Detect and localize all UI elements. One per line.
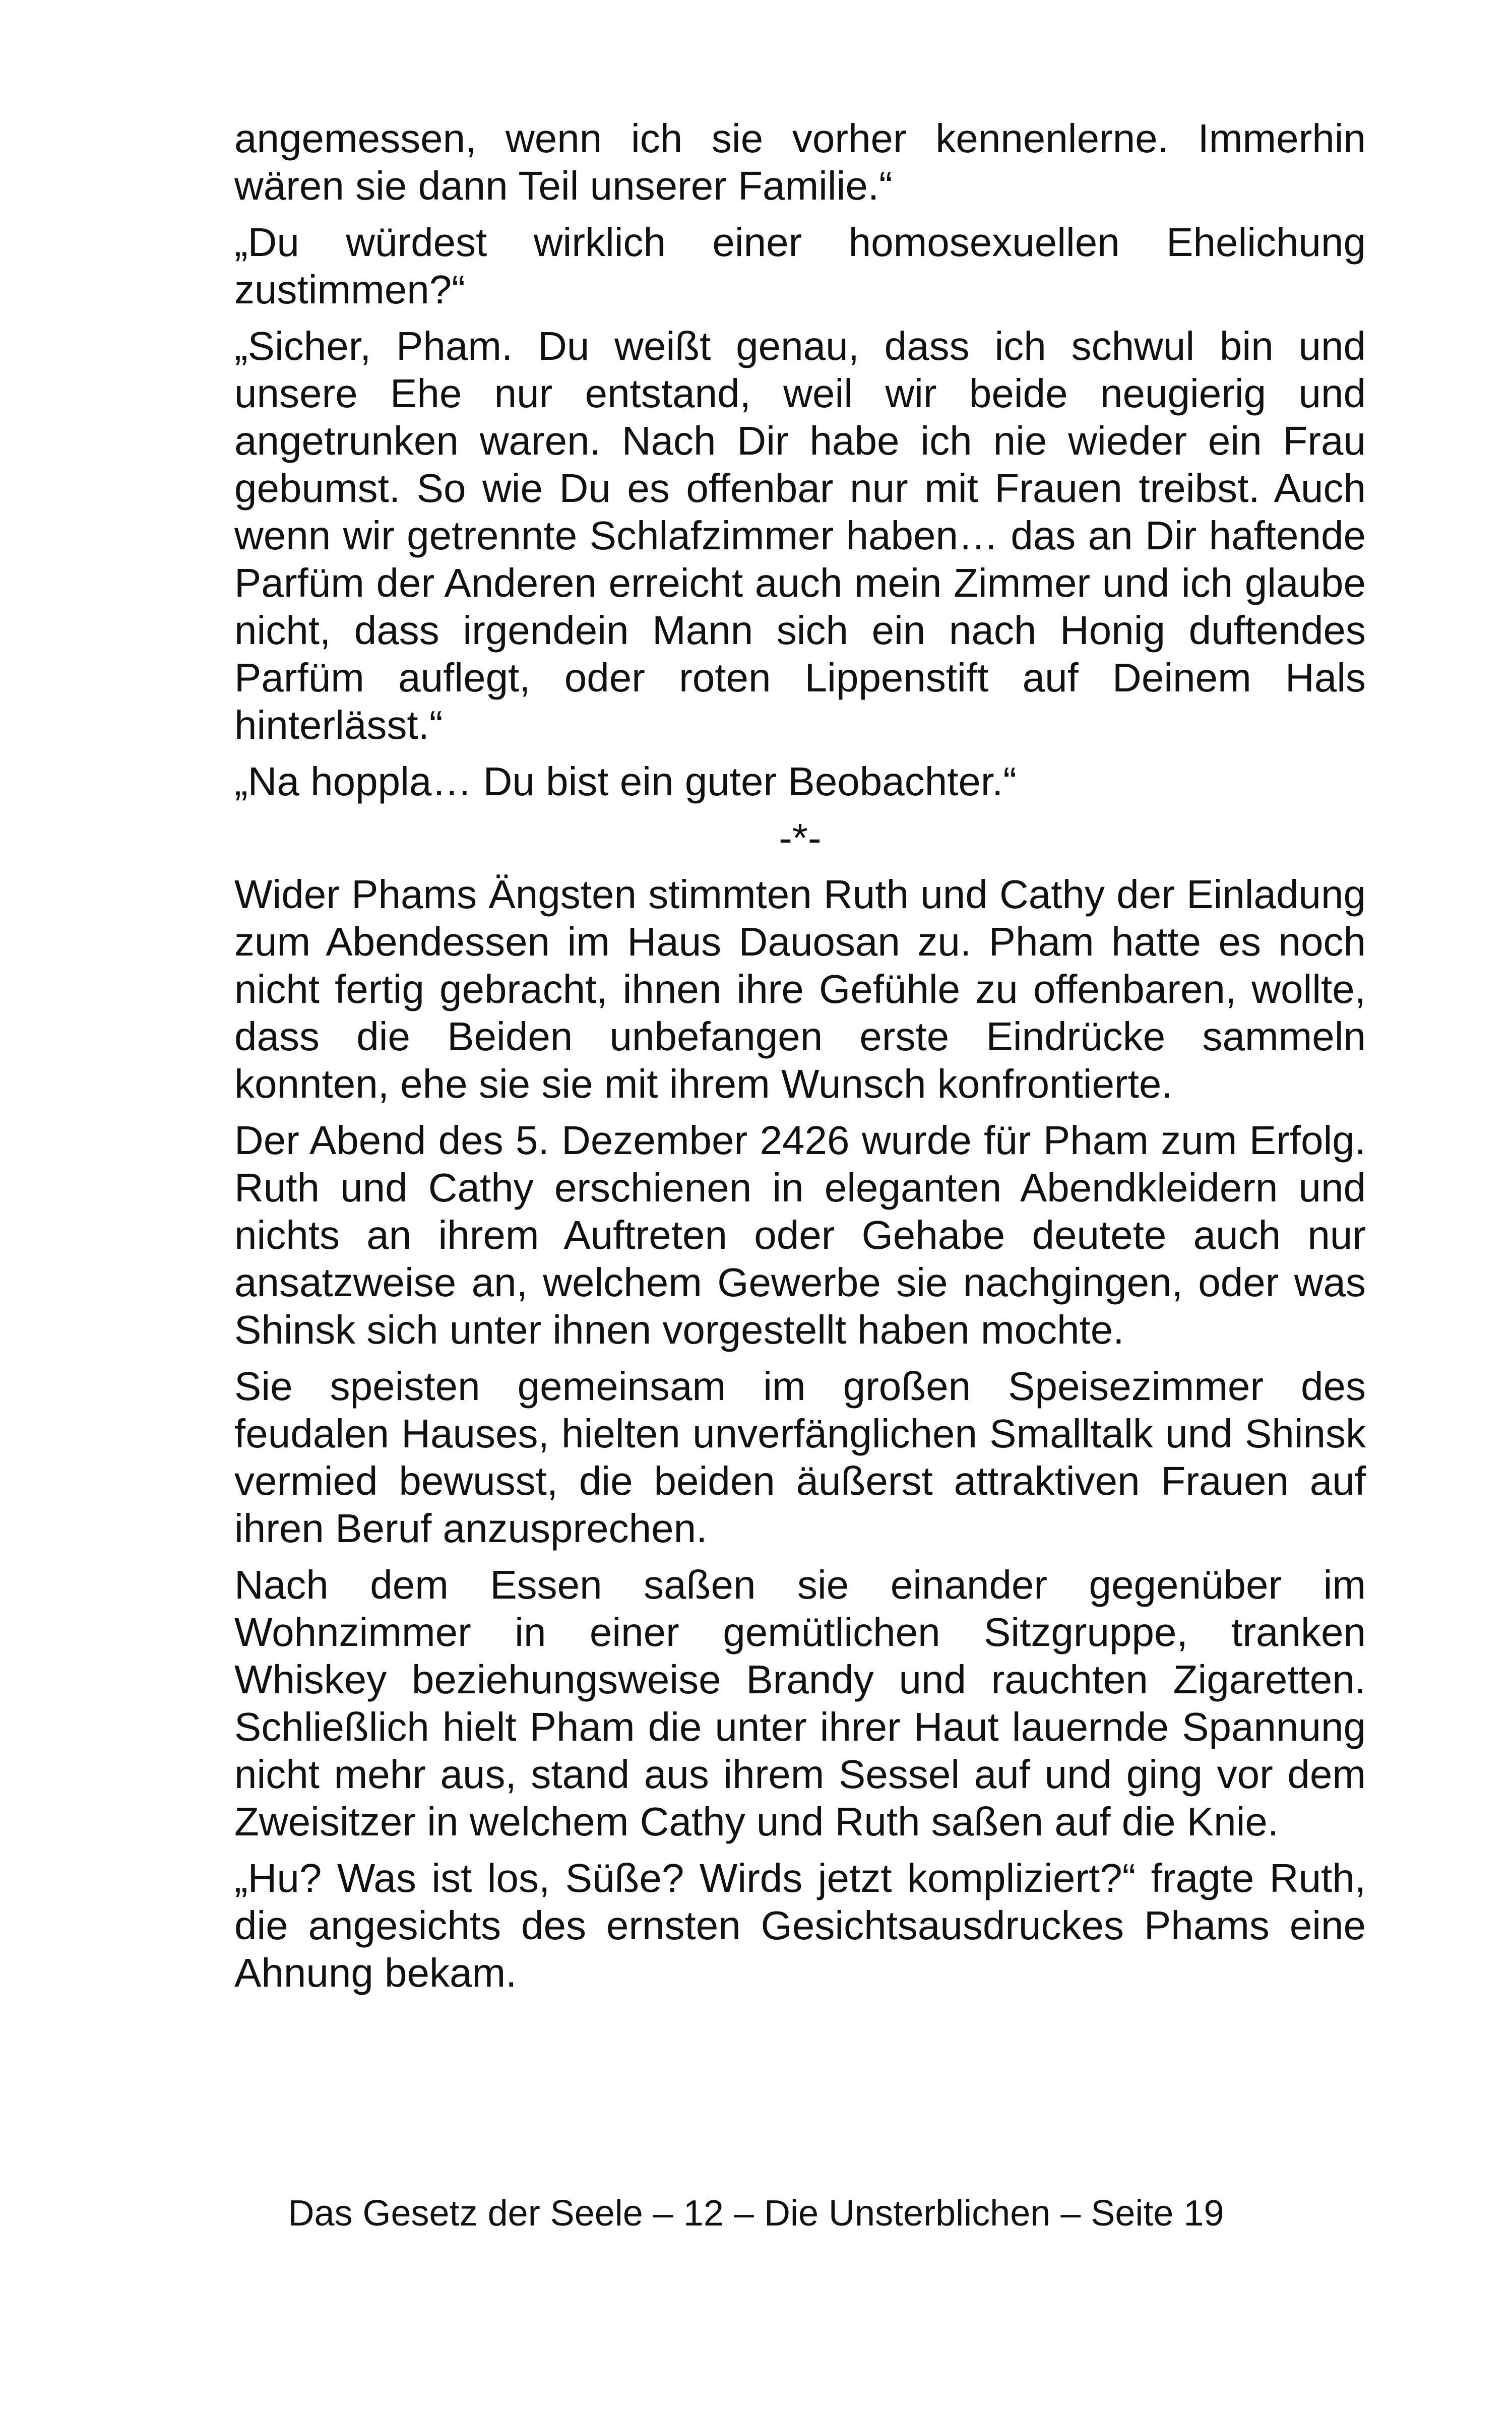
paragraph: Wider Phams Ängsten stimmten Ruth und Cathy der Einladung zum Abendessen im Haus Dauosan zu. Pham hatte es noch nicht fertig gebracht, ihnen ihre Gefühle zu offenbaren, wollte, dass die Beiden unbefangen erste Eindrücke sammeln konnten, ehe sie sie mit ihrem Wunsch konfrontierte. xyxy=(234,872,1366,1106)
paragraph: Sie speisten gemeinsam im großen Speisezimmer des feudalen Hauses, hielten unverfänglichen Smalltalk und Shinsk vermied bewusst, die beiden äußerst attraktiven Frauen auf ihren Beruf anzusprechen. xyxy=(234,1364,1366,1551)
scene-break: -*- xyxy=(779,815,822,860)
body-text xyxy=(234,115,1366,2006)
paragraph: „Na hoppla… Du bist ein guter Beobachter.“ xyxy=(234,759,1017,804)
paragraph: „Sicher, Pham. Du weißt genau, dass ich schwul bin und unsere Ehe nur entstand, weil wir beide neugierig und angetrunken waren. Nach Dir habe ich nie wieder ein Frau gebumst. So wie Du es offenbar nur mit Frauen treibst. Auch wenn wir getrennte Schlafzimmer haben… das an Dir haftende Parfüm der Anderen erreicht auch mein Zimmer und ich glaube nicht, dass irgendein Mann sich ein nach Honig duftendes Parfüm auflegt, oder roten Lippenstift auf Deinem Hals hinterlässt.“ xyxy=(234,324,1366,747)
paragraph: Nach dem Essen saßen sie einander gegenüber im Wohnzimmer in einer gemütlichen Sitzgruppe, tranken Whiskey beziehungsweise Brandy und rauchten Zigaretten. Schließlich hielt Pham die unter ihrer Haut lauernde Spannung nicht mehr aus, stand aus ihrem Sessel auf und ging vor dem Zweisitzer in welchem Cathy und Ruth saßen auf die Knie. xyxy=(234,1562,1366,1844)
paragraph: „Hu? Was ist los, Süße? Wirds jetzt kompliziert?“ fragte Ruth, die angesichts des ernsten Gesichtsausdruckes Phams eine Ahnung bekam. xyxy=(234,1856,1366,1995)
paragraph: Der Abend des 5. Dezember 2426 wurde für Pham zum Erfolg. Ruth und Cathy erschienen in eleganten Abendkleidern und nichts an ihrem Auftreten oder Gehabe deutete auch nur ansatzweise an, welchem Gewerbe sie nachgingen, oder was Shinsk sich unter ihnen vorgestellt haben mochte. xyxy=(234,1118,1366,1352)
paragraph: angemessen, wenn ich sie vorher kennenlerne. Immerhin wären sie dann Teil unserer Familie.“ xyxy=(234,116,1366,208)
paragraph: „Du würdest wirklich einer homosexuellen Ehelichung zustimmen?“ xyxy=(234,220,1366,312)
page-footer: Das Gesetz der Seele – 12 – Die Unsterblichen – Seite 19 xyxy=(288,2193,1224,2234)
